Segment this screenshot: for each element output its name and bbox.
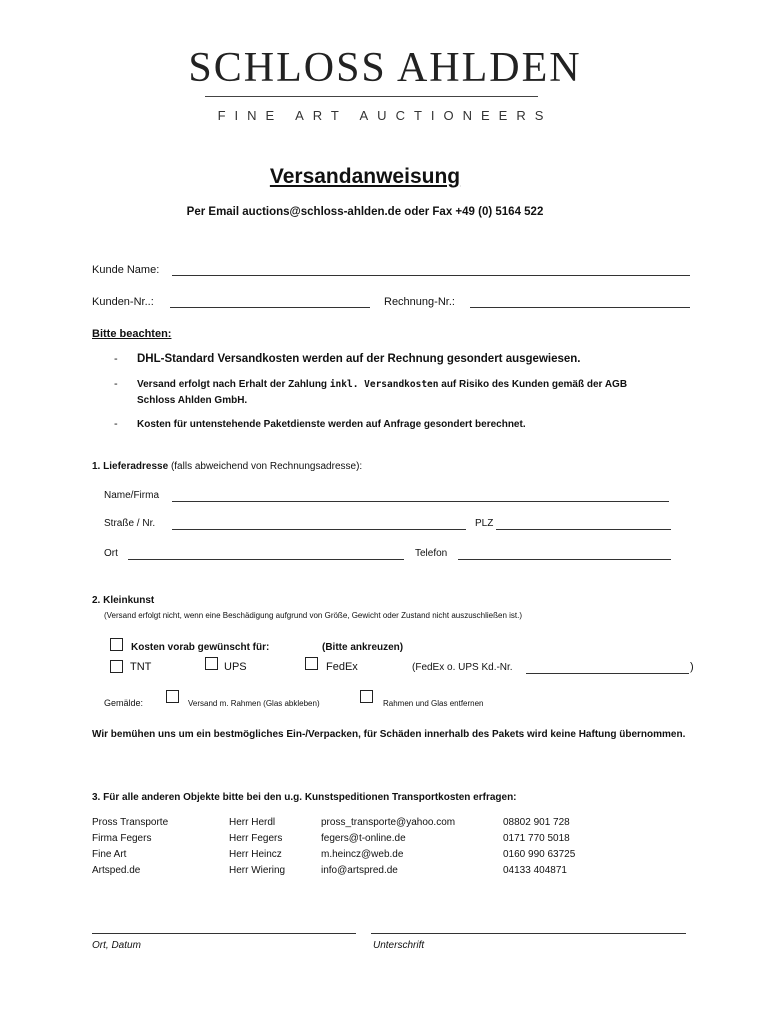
customer-number-label: Kunden-Nr..: bbox=[92, 296, 154, 308]
delivery-address-heading: 1. Lieferadresse (falls abweichend von Rechnungsadresse): bbox=[92, 461, 363, 472]
costs-label: Kosten vorab gewünscht für: bbox=[131, 642, 270, 653]
liability-note: Wir bemühen uns um ein bestmögliches Ein-/Verpacken, für Schäden innerhalb des Pakets wird keine Haftung übernommen. bbox=[92, 729, 686, 740]
small-art-note: (Versand erfolgt nicht, wenn eine Beschädigung aufgrund von Größe, Gewicht oder Zustand nicht auszuschließen ist.) bbox=[104, 611, 523, 620]
street-field[interactable] bbox=[172, 529, 466, 530]
invoice-number-field[interactable] bbox=[470, 307, 690, 308]
fedex-label: FedEx bbox=[326, 661, 358, 673]
contact-cell: Herr Wiering bbox=[229, 865, 286, 876]
plz-label: PLZ bbox=[475, 518, 494, 529]
frame-glass-checkbox[interactable] bbox=[166, 690, 179, 703]
customer-number-field[interactable] bbox=[170, 307, 370, 308]
page-title: Versandanweisung bbox=[269, 165, 461, 188]
tnt-checkbox[interactable] bbox=[110, 660, 123, 673]
street-label: Straße / Nr. bbox=[104, 518, 156, 529]
place-date-field[interactable] bbox=[92, 933, 356, 934]
note-item-3: Kosten für untenstehende Paketdienste werden auf Anfrage gesondert berechnet. bbox=[137, 419, 526, 430]
note-item-2-cont: Schloss Ahlden GmbH. bbox=[137, 395, 248, 406]
remove-frame-label: Rahmen und Glas entfernen bbox=[383, 699, 484, 708]
phone-label: Telefon bbox=[415, 548, 448, 559]
logo-divider bbox=[205, 96, 538, 97]
city-label: Ort bbox=[104, 548, 118, 559]
city-field[interactable] bbox=[128, 559, 404, 560]
company-tagline: FINE ART AUCTIONEERS bbox=[217, 108, 553, 123]
remove-frame-checkbox[interactable] bbox=[360, 690, 373, 703]
phone-cell: 0171 770 5018 bbox=[503, 833, 570, 844]
phone-cell: 04133 404871 bbox=[503, 865, 567, 876]
fedex-checkbox[interactable] bbox=[305, 657, 318, 670]
small-art-heading: 2. Kleinkunst bbox=[92, 595, 155, 606]
account-close-paren: ) bbox=[690, 661, 694, 673]
signature-label: Unterschrift bbox=[373, 940, 425, 951]
paintings-label: Gemälde: bbox=[104, 698, 144, 708]
customer-name-field[interactable] bbox=[172, 275, 690, 276]
name-company-label: Name/Firma bbox=[104, 490, 160, 501]
account-number-field[interactable] bbox=[526, 673, 689, 674]
bullet: - bbox=[114, 378, 118, 390]
contact-cell: Herr Fegers bbox=[229, 833, 283, 844]
contact-subtitle: Per Email auctions@schloss-ahlden.de oder Fax +49 (0) 5164 522 bbox=[186, 206, 544, 218]
name-company-field[interactable] bbox=[172, 501, 669, 502]
signature-field[interactable] bbox=[371, 933, 686, 934]
email-cell[interactable]: m.heincz@web.de bbox=[321, 849, 404, 860]
frame-glass-label: Versand m. Rahmen (Glas abkleben) bbox=[188, 699, 320, 708]
customer-name-label: Kunde Name: bbox=[92, 264, 160, 276]
invoice-number-label: Rechnung-Nr.: bbox=[384, 296, 455, 308]
phone-cell: 08802 901 728 bbox=[503, 817, 570, 828]
tnt-label: TNT bbox=[130, 661, 152, 673]
email-cell[interactable]: info@artspred.de bbox=[321, 865, 398, 876]
contact-cell: Herr Herdl bbox=[229, 817, 276, 828]
note-item-2: Versand erfolgt nach Erhalt der Zahlung inkl. Versandkosten auf Risiko des Kunden gemäß der AGB bbox=[137, 379, 628, 390]
notes-heading: Bitte beachten: bbox=[92, 328, 172, 340]
bullet: - bbox=[114, 353, 118, 365]
phone-field[interactable] bbox=[458, 559, 671, 560]
contact-cell: Herr Heincz bbox=[229, 849, 282, 860]
ups-checkbox[interactable] bbox=[205, 657, 218, 670]
costs-checkbox[interactable] bbox=[110, 638, 123, 651]
place-date-label: Ort, Datum bbox=[92, 940, 141, 951]
company-cell: Fine Art bbox=[92, 849, 127, 860]
transport-heading: 3. Für alle anderen Objekte bitte bei den u.g. Kunstspeditionen Transportkosten erfragen: bbox=[92, 792, 517, 803]
plz-field[interactable] bbox=[496, 529, 671, 530]
email-cell[interactable]: fegers@t-online.de bbox=[321, 833, 406, 844]
email-cell[interactable]: pross_transporte@yahoo.com bbox=[321, 817, 456, 828]
account-number-label: (FedEx o. UPS Kd.-Nr. bbox=[412, 662, 513, 673]
note-item-1: DHL-Standard Versandkosten werden auf der Rechnung gesondert ausgewiesen. bbox=[137, 353, 581, 365]
tick-instruction: (Bitte ankreuzen) bbox=[322, 642, 404, 653]
company-cell: Pross Transporte bbox=[92, 817, 169, 828]
phone-cell: 0160 990 63725 bbox=[503, 849, 576, 860]
ups-label: UPS bbox=[224, 661, 247, 673]
company-logo: SCHLOSS AHLDEN bbox=[188, 45, 582, 91]
company-cell: Firma Fegers bbox=[92, 833, 152, 844]
company-cell: Artsped.de bbox=[92, 865, 141, 876]
bullet: - bbox=[114, 418, 118, 430]
